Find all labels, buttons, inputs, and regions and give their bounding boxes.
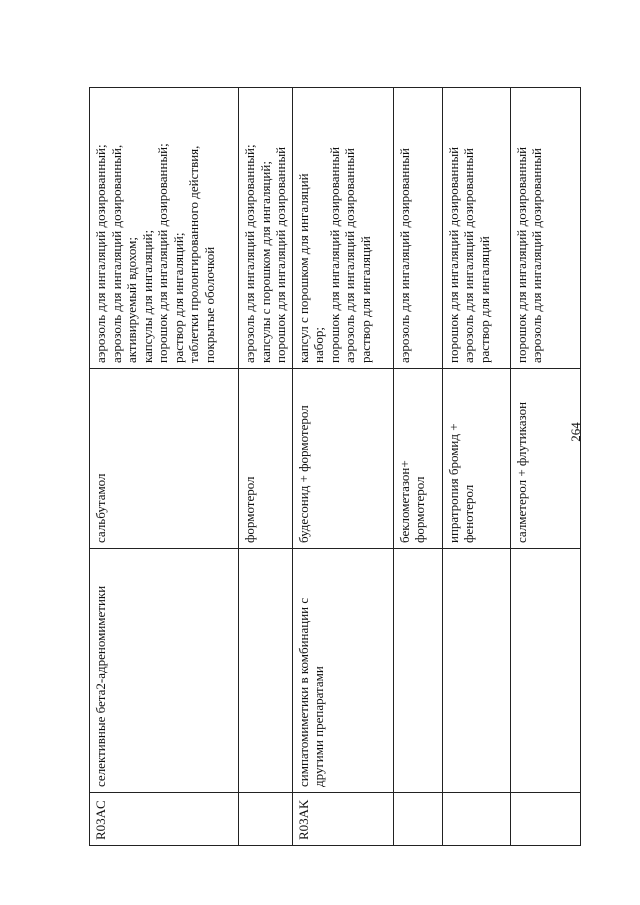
dosage-form-line: капсулы с порошком для ингаляций; [257,161,273,363]
dosage-form-line: аэрозоль для ингаляций дозированный; [242,144,257,363]
dosage-form-line: аэрозоль для ингаляций дозированный, [108,144,124,363]
drug-name: формотерол [242,476,257,543]
drug-name: фенотерол [461,484,476,543]
dosage-form-line: аэрозоль для ингаляций дозированный [342,147,357,363]
atc-code-cell [510,793,580,846]
dosage-form-cell [442,88,510,369]
dosage-form-line: активируемый вдохом; [124,237,139,363]
dosage-form-line: порошок для ингаляций дозированный; [155,143,170,363]
dosage-form-line: аэрозоль для ингаляций дозированный; [93,144,108,363]
drug-name-cell [393,369,442,549]
drug-name-cell [90,369,239,549]
drug-name: сальбутамол [93,473,108,543]
rotated-table-container [89,88,557,846]
dosage-form-cell [292,88,393,369]
dosage-form-line: капсул с порошком для ингаляций [295,173,311,363]
dosage-form-line: аэрозоль для ингаляций дозированный [396,147,412,363]
table-row [442,88,510,846]
page-number: 264 [568,422,583,442]
atc-code-cell [393,793,442,846]
group-text: селективные бета2-адреномиметики [93,585,108,787]
dosage-form-line: порошок для ингаляций дозированный [326,146,342,363]
atc-code-cell [442,793,510,846]
group-text: другими препаратами [311,666,326,787]
dosage-form-cell [90,88,239,369]
dosage-form-line: порошок для ингаляций дозированный [513,146,529,363]
atc-code-cell [239,793,293,846]
drug-name-cell [510,369,580,549]
dosage-form-line: покрытые оболочкой [201,246,217,363]
drug-name: салметерол + флутиказон [513,401,529,543]
atc-code: R03AC [93,800,108,840]
atc-code-cell [90,793,239,846]
dosage-form-line: раствор для ингаляций; [170,232,186,363]
group-text: симпатомиметики в комбинации с [295,597,311,787]
dosage-form-line: порошок для ингаляций дозированный [445,146,461,363]
dosage-form-line: аэрозоль для ингаляций дозированный [529,147,544,363]
table-row [90,88,239,846]
dosage-form-line: раствор для ингаляций [357,236,373,363]
drug-name-cell [442,369,510,549]
drug-table [89,87,581,846]
dosage-form-cell [239,88,293,369]
group-cell [510,549,580,793]
table-row [510,88,580,846]
group-cell [393,549,442,793]
drug-name-cell [292,369,393,549]
dosage-form-line: порошок для ингаляций дозированный [273,146,288,363]
group-cell [239,549,293,793]
table-row [239,88,293,846]
drug-name-cell [239,369,293,549]
group-cell [292,549,393,793]
drug-name: беклометазон+ [396,460,412,543]
group-cell [90,549,239,793]
dosage-form-line: набор; [311,327,326,363]
atc-code: R03AK [295,799,311,840]
drug-name: ипратропия бромид + [445,423,461,543]
atc-code-cell [292,793,393,846]
table-row [393,88,442,846]
dosage-form-line: капсулы для ингаляций; [139,229,155,363]
dosage-form-line: аэрозоль для ингаляций дозированный [461,147,476,363]
dosage-form-cell [510,88,580,369]
dosage-form-line: раствор для ингаляций [476,236,492,363]
drug-name: формотерол [412,476,427,543]
drug-name: будесонид + формотерол [295,405,311,543]
table-row [292,88,393,846]
group-cell [442,549,510,793]
dosage-form-cell [393,88,442,369]
dosage-form-line: таблетки пролонгированного действия, [186,145,201,363]
